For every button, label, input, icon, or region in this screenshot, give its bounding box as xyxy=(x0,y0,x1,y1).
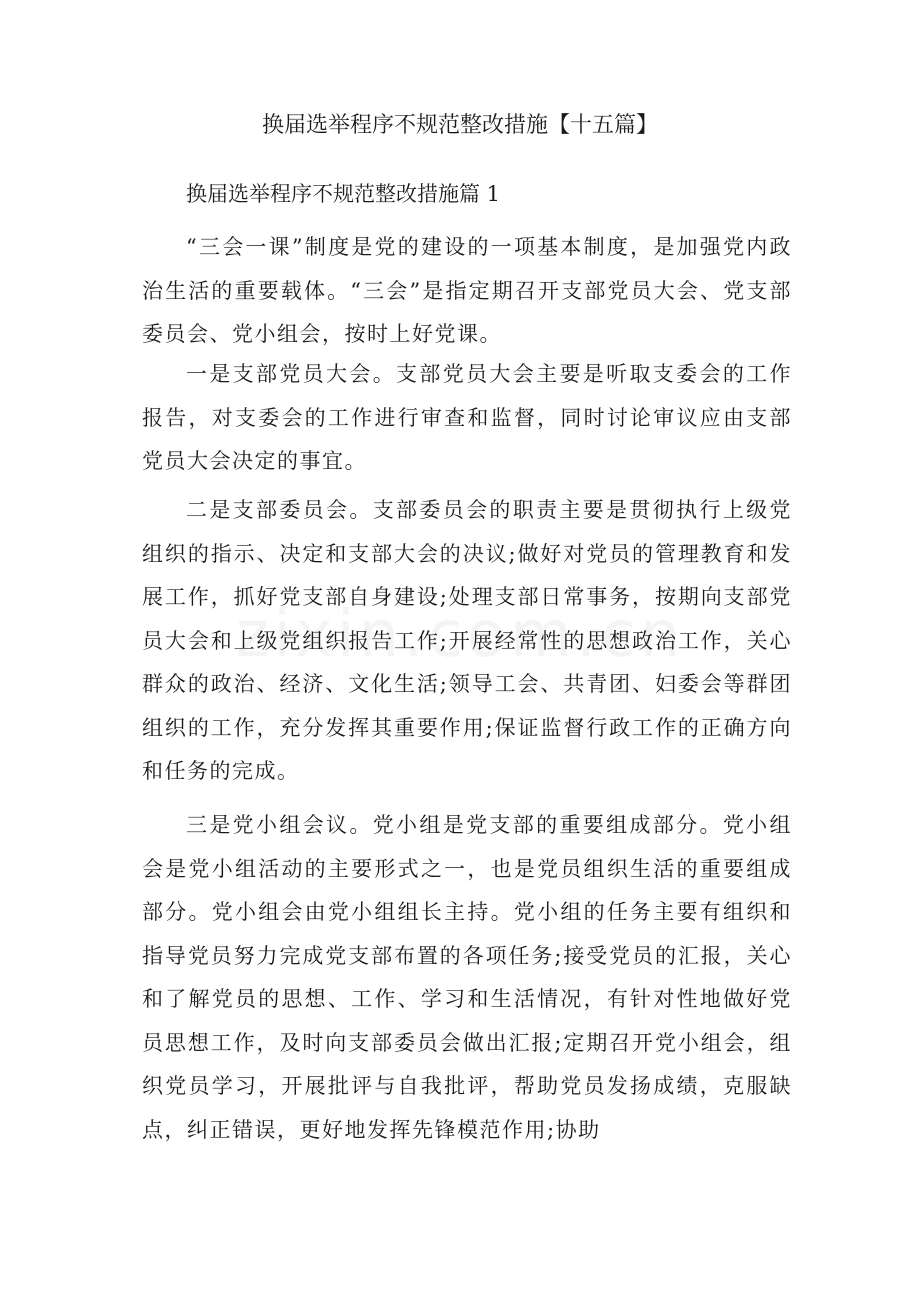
section-heading: 换届选举程序不规范整改措施篇 1 xyxy=(186,182,501,206)
paragraph-party-group: 三是党小组会议。党小组是党支部的重要组成部分。党小组会是党小组活动的主要形式之一，也是党员组织生活的重要组成部分。党小组会由党小组组长主持。党小组的任务主要有组织和指导党员努力完成党支部布置的各项任务;接受党员的汇报，关心和了解党员的思想、工作、学习和生活情况，有针对性地做好党员思想工作，及时向支部委员会做出汇报;定期召开党小组会，组织党员学习，开展批评与自我批评，帮助党员发扬成绩，克服缺点，纠正错误，更好地发挥先锋模范作用;协助 xyxy=(142,813,792,1142)
document-title: 换届选举程序不规范整改措施【十五篇】 xyxy=(261,113,658,138)
paragraph-intro: “三会一课”制度是党的建设的一项基本制度，是加强党内政治生活的重要载体。“三会”是指定期召开支部党员大会、党支部委员会、党小组会，按时上好党课。 xyxy=(142,235,792,346)
paragraph-party-congress: 一是支部党员大会。支部党员大会主要是听取支委会的工作报告，对支委会的工作进行审查和监督，同时讨论审议应由支部党员大会决定的事宜。 xyxy=(142,362,792,473)
paragraph-branch-committee: 二是支部委员会。支部委员会的职责主要是贯彻执行上级党组织的指示、决定和支部大会的决议;做好对党员的管理教育和发展工作，抓好党支部自身建设;处理支部日常事务，按期向支部党员大会和上级党组织报告工作;开展经常性的思想政治工作，关心群众的政治、经济、文化生活;领导工会、共青团、妇委会等群团组织的工作，充分发挥其重要作用;保证监督行政工作的正确方向和任务的完成。 xyxy=(142,498,792,783)
